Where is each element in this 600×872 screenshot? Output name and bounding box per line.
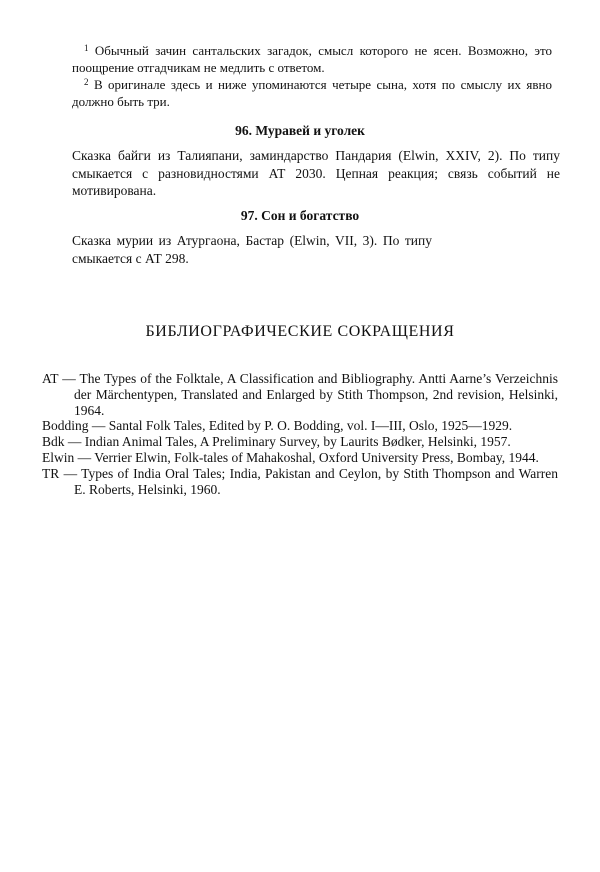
bib-entry-bodding: Bodding — Santal Folk Tales, Edited by P. O. Bodding, vol. I—III, Oslo, 1925—1929. xyxy=(42,418,513,434)
section-96-heading: 96. Муравей и уголек xyxy=(235,123,365,138)
bib-entry-tr: TR — Types of India Oral Tales; India, Pakistan and Ceylon, by Stith Thompson and Warren E. Roberts, Helsinki, 1960. xyxy=(42,465,558,497)
section-96-text: Сказка байги из Талияпани, заминдарство Пандария (Elwin, XXIV, 2). По типу смыкается с разновидностями АТ 2030. Цепная реакция; связь событий не мотивирована. xyxy=(72,148,560,198)
bib-abbr: TR xyxy=(42,465,60,481)
bib-entry-bdk: Bdk — Indian Animal Tales, A Preliminary Survey, by Laurits Bødker, Helsinki, 1957. xyxy=(42,434,511,450)
bibliography-title: БИБЛИОГРАФИЧЕСКИЕ СОКРАЩЕНИЯ xyxy=(145,323,455,340)
footnote-1 xyxy=(72,42,552,76)
footnote-1-text: Обычный зачин сантальских загадок, смысл которого не ясен. Возможно, это поощрение отгадчикам не медлить с ответом. xyxy=(72,43,553,75)
bib-abbr: Bodding xyxy=(42,418,89,434)
bib-text: Verrier Elwin, Folk-tales of Mahakoshal, Oxford University Press, Bombay, 1944. xyxy=(94,449,539,465)
footnote-1-mark: 1 xyxy=(84,43,89,53)
footnote-2 xyxy=(72,76,552,110)
section-97-text: Сказка мурии из Атургаона, Бастар (Elwin, VII, 3). По типу смыкается с АТ 298. xyxy=(72,233,432,266)
bib-entry-at: AT — The Types of the Folktale, A Classification and Bibliography. Antti Aarne’s Verzeichnis der Märchentypen, Translated and Enlarged by Stith Thompson, 2nd revision, Helsinki, 1964. xyxy=(42,371,558,418)
footnote-2-mark: 2 xyxy=(84,77,89,87)
footnote-2-text: В оригинале здесь и ниже упоминаются четыре сына, хотя по смыслу их явно должно быть три. xyxy=(72,77,552,109)
section-97-heading: 97. Сон и богатство xyxy=(240,208,360,223)
bib-entry-elwin: Elwin — Verrier Elwin, Folk-tales of Mahakoshal, Oxford University Press, Bombay, 1944. xyxy=(42,449,539,465)
bib-abbr: Bdk xyxy=(42,434,65,450)
bib-abbr: AT xyxy=(42,371,59,386)
bib-text: Indian Animal Tales, A Preliminary Survey, by Laurits Bødker, Helsinki, 1957. xyxy=(84,434,511,450)
bib-abbr: Elwin xyxy=(42,449,75,465)
bib-text: The Types of the Folktale, A Classification and Bibliography. Antti Aarne’s Verzeichnis der Märchentypen, Translated and Enlarged by Stith Thompson, 2nd revision, Helsinki, 1964. xyxy=(74,371,558,418)
bib-text: Santal Folk Tales, Edited by P. O. Bodding, vol. I—III, Oslo, 1925—1929. xyxy=(108,418,513,434)
bibliography-list xyxy=(42,371,558,497)
bib-text: Types of India Oral Tales; India, Pakistan and Ceylon, by Stith Thompson and Warren E. Roberts, Helsinki, 1960. xyxy=(74,465,558,497)
